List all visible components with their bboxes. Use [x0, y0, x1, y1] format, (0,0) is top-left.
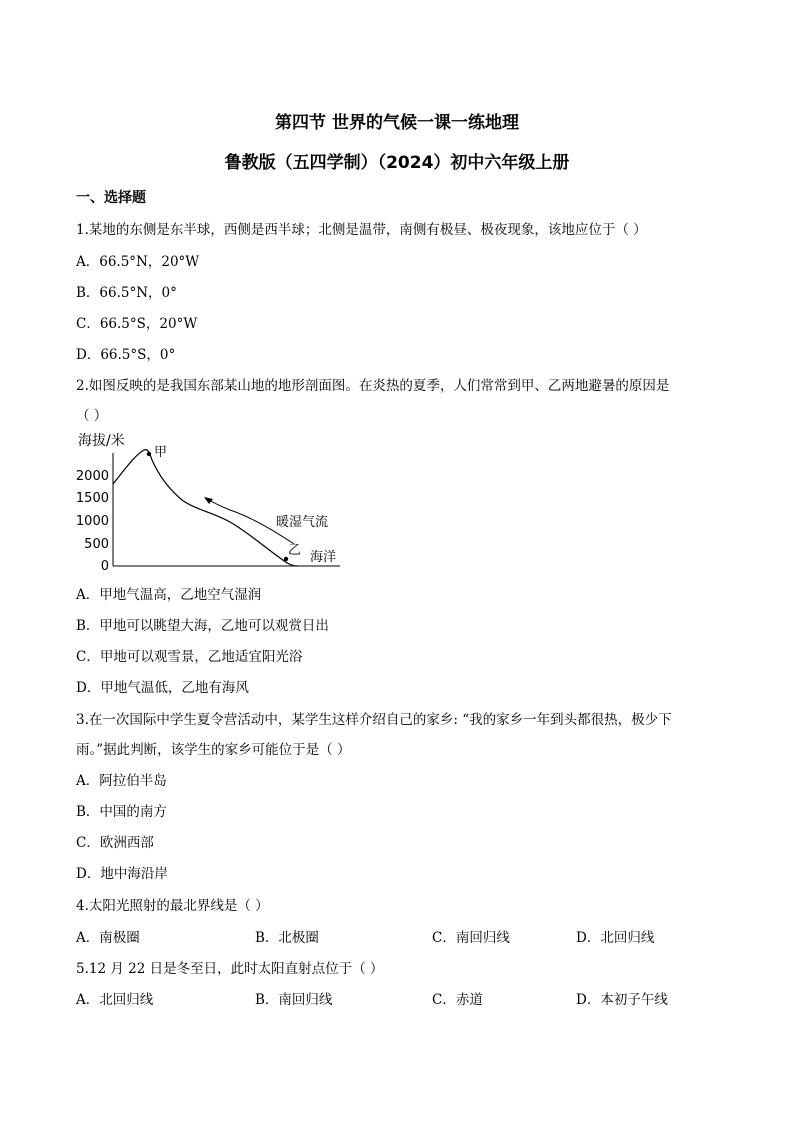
figure-ytick-0: 0 [100, 559, 109, 573]
question-3-option-b: B．中国的南方 [76, 804, 167, 820]
question-3-stem-cont: 雨。”据此判断，该学生的家乡可能位于是（ ） [76, 742, 351, 758]
question-2-option-d: D．甲地气温低，乙地有海风 [76, 680, 249, 696]
question-5-option-c: C．赤道 [432, 992, 483, 1008]
question-4-stem: 4.太阳光照射的最北界线是（ ） [76, 898, 269, 914]
figure-ytick-1000: 1000 [75, 514, 109, 529]
question-4-option-a: A．南极圈 [76, 930, 140, 946]
terrain-profile-figure [70, 428, 350, 573]
question-2-option-c: C．甲地可以观雪景，乙地适宜阳光浴 [76, 649, 303, 665]
question-1-option-d: D．66.5°S，0° [76, 347, 176, 363]
figure-ytick-1500: 1500 [75, 491, 109, 506]
label-yi: 乙 [288, 543, 302, 558]
question-4-option-b: B．北极圈 [255, 930, 319, 946]
terrain-profile-line [113, 450, 298, 566]
question-5-option-b: B．南回归线 [255, 992, 333, 1008]
label-jia: 甲 [154, 445, 168, 460]
question-3-option-a: A．阿拉伯半岛 [76, 773, 167, 789]
question-5-option-a: A．北回归线 [76, 992, 154, 1008]
question-2-stem-cont: （ ） [76, 408, 108, 424]
question-2-option-a: A．甲地气温高，乙地空气湿润 [76, 587, 262, 603]
question-5-stem: 5.12 月 22 日是冬至日，此时太阳直射点位于（ ） [76, 961, 384, 977]
question-1-option-a: A．66.5°N，20°W [76, 254, 200, 270]
question-1-option-c: C．66.5°S，20°W [76, 316, 198, 332]
figure-ytick-500: 500 [84, 537, 109, 552]
question-3-option-d: D．地中海沿岸 [76, 866, 168, 882]
figure-ytick-2000: 2000 [75, 469, 109, 484]
question-4-option-d: D．北回归线 [576, 930, 655, 946]
question-1-stem: 1.某地的东侧是东半球，西侧是西半球；北侧是温带，南侧有极昼、极夜现象，该地应位于（ ） [76, 222, 647, 238]
question-1-option-b: B．66.5°N，0° [76, 285, 177, 301]
question-2-stem: 2.如图反映的是我国东部某山地的地形剖面图。在炎热的夏季，人们常常到甲、乙两地避暑的原因是 [76, 378, 670, 394]
question-2-option-b: B．甲地可以眺望大海，乙地可以观赏日出 [76, 618, 329, 634]
question-5-option-d: D．本初子午线 [576, 992, 668, 1008]
page-title-line1: 第四节 世界的气候一课一练地理 [275, 113, 519, 133]
question-4-option-c: C．南回归线 [432, 930, 510, 946]
point-jia [147, 452, 151, 456]
figure-ylabel: 海拔/米 [78, 433, 125, 449]
page-title-line2: 鲁教版（五四学制）（2024）初中六年级上册 [224, 153, 570, 173]
label-ocean: 海洋 [310, 550, 337, 565]
airflow-arrow-head [204, 497, 213, 504]
label-airflow: 暖湿气流 [276, 515, 329, 530]
question-3-option-c: C．欧洲西部 [76, 835, 154, 851]
question-3-stem: 3.在一次国际中学生夏令营活动中，某学生这样介绍自己的家乡: “我的家乡一年到头都很热，极少下 [76, 712, 672, 728]
section-heading: 一、选择题 [76, 190, 146, 206]
